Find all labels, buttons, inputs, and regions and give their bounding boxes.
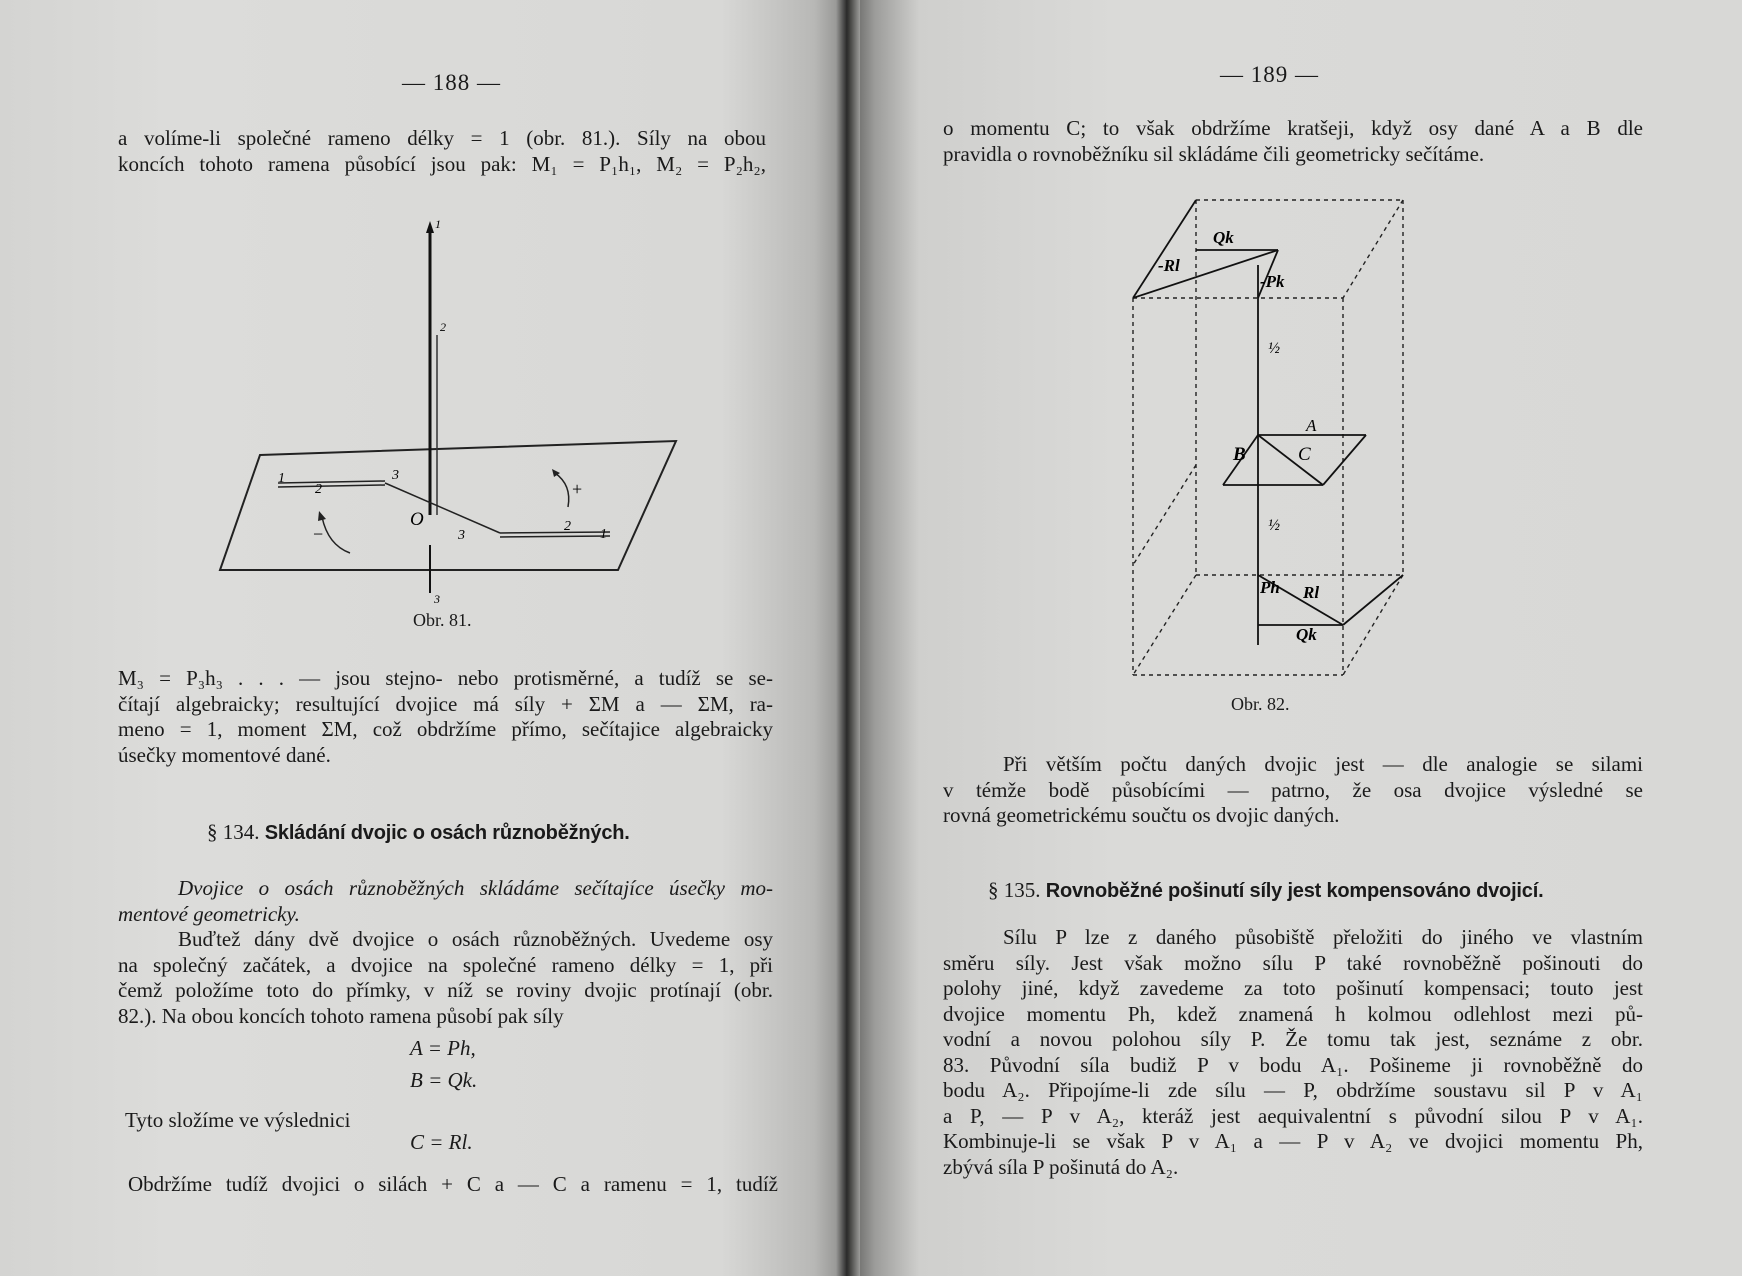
fig82-label: B	[1233, 444, 1246, 465]
fig82-label: Qk	[1213, 228, 1234, 247]
fig81-label: 1	[435, 217, 441, 231]
moment-paragraph	[118, 666, 773, 768]
text-line: Dvojice o osách různoběžných skládáme sečítajíce úsečky mo-	[178, 876, 773, 900]
rotation-arrow-left	[322, 517, 350, 553]
fig82-label: Rl	[1303, 583, 1320, 602]
fig81-label: +	[572, 479, 583, 499]
text-line: čemž položíme toto do přímky, v níž se roviny dvojic protínají (obr.	[118, 978, 773, 1002]
section-title: Skládání dvojic o osách různoběžných.	[264, 822, 630, 844]
figure-81	[200, 215, 700, 610]
text-line: na společný začátek, a dvojice na společné rameno délky = 1, při	[118, 952, 773, 977]
section-symbol: § 135.	[988, 878, 1041, 902]
section-135-heading	[988, 878, 1543, 903]
figure-82	[1118, 195, 1418, 680]
text-line: Tyto složíme ve výslednici	[125, 1108, 351, 1132]
intro-paragraph-right	[943, 116, 1643, 167]
text-line: rovná geometrickému součtu os dvojic daných.	[943, 803, 1340, 827]
text-line: 83. Původní síla budiž P v bodu A₁. Pošineme ji rovnoběžně do	[943, 1052, 1643, 1077]
text-line: o momentu C; to však obdržíme kratšeji, když osy dané A a B dle	[943, 116, 1643, 140]
analogy-paragraph	[943, 752, 1643, 829]
fig82-label: Qk	[1296, 625, 1317, 644]
italic-rule	[118, 876, 773, 927]
section-symbol: § 134.	[207, 820, 260, 844]
fig82-label: Ph	[1260, 578, 1280, 597]
text-line: Kombinuje-li se však P v A₁ a — P v A₂ ve dvojici momentu Ph,	[943, 1129, 1643, 1153]
last-line-left	[128, 1172, 778, 1198]
arm-left-2	[278, 485, 385, 487]
text-line: úsečky momentové dané.	[118, 742, 331, 767]
fig81-label: 3	[434, 592, 440, 606]
arm-diagonal	[385, 483, 500, 533]
text-line: Sílu P lze z daného působiště přeložiti do jiného ve vlastním	[1003, 925, 1643, 949]
text-line: 82.). Na obou koncích tohoto ramena působí pak síly	[118, 1003, 564, 1028]
fig81-label: 2	[564, 519, 571, 534]
fig81-label: −	[313, 524, 324, 544]
text-line: polohy jiné, když zavedeme za toto pošinutí kompensaci; touto jest	[943, 976, 1643, 1000]
right-page	[848, 0, 1742, 1276]
equation-c: C = Rl.	[410, 1130, 473, 1154]
arm-right-2	[500, 536, 610, 537]
plane	[220, 441, 676, 570]
page-number-right: — 189 —	[1220, 62, 1319, 87]
page-number-left: — 188 —	[402, 70, 501, 95]
equation-b: B = Qk.	[410, 1068, 478, 1092]
fig81-label: 1	[278, 471, 285, 486]
section-title: Rovnoběžné pošinutí síly jest kompensováno dvojicí.	[1045, 880, 1544, 902]
compose-text	[125, 1108, 625, 1134]
book-gutter	[836, 0, 860, 1276]
fig82-label: -Pk	[1260, 272, 1285, 291]
fig81-label: 2	[440, 320, 446, 334]
figure-82-caption: Obr. 82.	[1231, 694, 1290, 714]
body-paragraph-left	[118, 927, 773, 1029]
fig81-label: O	[410, 509, 424, 530]
text-line: vodní a novou polohou síly P. Že tomu tak jest, seznáme z obr.	[943, 1027, 1643, 1051]
text-line: koncích tohoto ramena působící jsou pak: M₁ = P₁h₁, M₂ = P₂h₂,	[118, 151, 766, 176]
arrowhead-top	[426, 221, 434, 233]
text-line: Obdržíme tudíž dvojici o silách + C a — C a ramenu = 1, tudíž	[128, 1172, 778, 1196]
text-line: zbývá síla P pošinutá do A₂.	[943, 1154, 1179, 1179]
text-line: meno = 1, moment ΣM, což obdržíme přímo, sečítajice algebraicky	[118, 717, 773, 741]
left-page	[0, 0, 848, 1276]
fig81-label: 3	[392, 468, 399, 483]
fig82-label: A	[1306, 416, 1317, 435]
arm-left	[278, 481, 385, 483]
fig81-label: 1	[600, 527, 607, 542]
section-134-heading	[207, 820, 630, 845]
text-line: a P, — P v A₂, kteráž jest aequivalentní s původní silou P v A₁.	[943, 1103, 1643, 1128]
text-line: dvojice momentu Ph, kdež znamená h kolmou odlehlost mezi pů-	[943, 1001, 1643, 1026]
fig82-label: -Rl	[1158, 256, 1180, 275]
text-line: směru síly. Jest však možno sílu P také rovnoběžně pošinouti do	[943, 950, 1643, 975]
text-line: a volíme-li společné rameno délky = 1 (obr. 81.). Síly na obou	[118, 126, 766, 150]
text-line: mentové geometricky.	[118, 901, 300, 926]
equation-a: A = Ph,	[410, 1036, 476, 1060]
fig82-label: ½	[1268, 517, 1280, 534]
text-line: bodu A₂. Připojíme-li zde sílu — P, obdržíme soustavu sil P v A₁	[943, 1078, 1643, 1102]
intro-paragraph-left	[118, 126, 766, 177]
figure-81-caption: Obr. 81.	[413, 610, 472, 630]
body-paragraph-right	[943, 925, 1643, 1180]
text-line: čítají algebraicky; resultující dvojice má síly + ΣM a — ΣM, ra-	[118, 691, 773, 716]
text-line: Při větším počtu daných dvojic jest — dle analogie se silami	[1003, 752, 1643, 776]
rotation-arrow-right	[555, 473, 569, 507]
fig82-label: C	[1298, 444, 1311, 465]
arm-right	[500, 532, 610, 533]
fig82-label: ½	[1268, 340, 1280, 357]
text-line: M₃ = P₃h₃ . . . — jsou stejno- nebo protisměrné, a tudíž se se-	[118, 666, 773, 690]
text-line: v témže bodě působícími — patrno, že osa dvojice výsledné se	[943, 777, 1643, 802]
text-line: Buďtež dány dvě dvojice o osách různoběžných. Uvedeme osy	[178, 927, 773, 951]
fig81-label: 2	[315, 482, 322, 497]
text-line: pravidla o rovnoběžníku sil skládáme čili geometricky sečítáme.	[943, 141, 1485, 166]
fig81-label: 3	[458, 528, 465, 543]
